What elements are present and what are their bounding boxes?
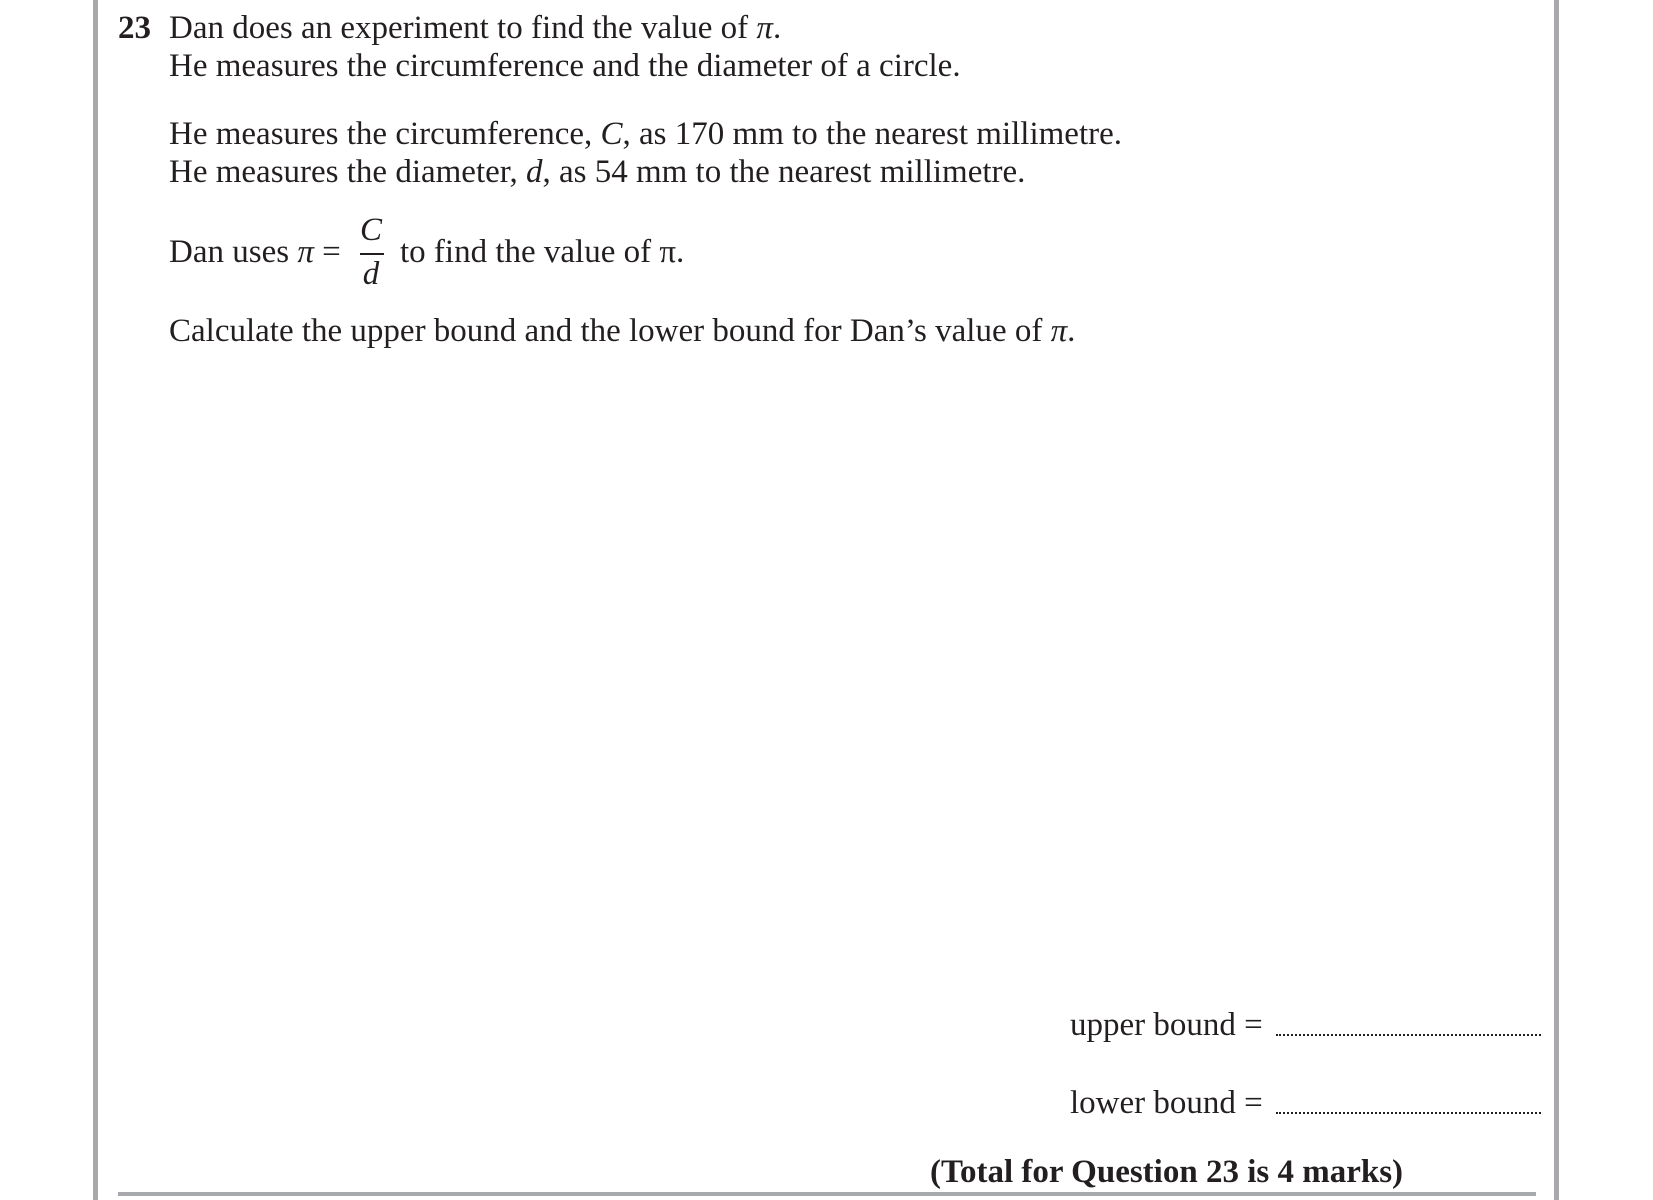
pi-symbol: π — [756, 10, 773, 46]
instruction-period: . — [1067, 313, 1076, 349]
diameter-text-before: He measures the diameter, — [169, 154, 526, 190]
bottom-rule — [118, 1192, 1536, 1196]
circumference-variable: C — [600, 116, 623, 152]
intro-line-2: He measures the circumference and the diameter of a circle. — [169, 48, 961, 84]
diameter-text-after: , as 54 mm to the nearest millimetre. — [542, 154, 1026, 190]
circumference-text-after: , as 170 mm to the nearest millimetre. — [622, 116, 1122, 152]
diameter-variable: d — [525, 154, 543, 190]
total-marks: (Total for Question 23 is 4 marks) — [930, 1154, 1404, 1190]
fraction-denominator: d — [362, 256, 380, 292]
question-number: 23 — [118, 10, 151, 46]
left-margin-border — [93, 0, 98, 1200]
upper-bound-label: upper bound = — [1070, 1007, 1263, 1043]
lower-bound-answer-line[interactable] — [1276, 1112, 1541, 1114]
formula-text-after: to find the value of π. — [400, 234, 685, 270]
instruction-pi-symbol: π — [1050, 313, 1068, 349]
formula-equals: = — [313, 234, 341, 270]
intro-line-1 — [169, 8, 781, 48]
formula-pi-symbol: π — [297, 234, 314, 270]
lower-bound-label: lower bound = — [1070, 1085, 1263, 1121]
right-margin-border — [1554, 0, 1559, 1200]
upper-bound-answer-line[interactable] — [1276, 1034, 1541, 1036]
intro-text-1: Dan does an experiment to find the value of — [169, 10, 757, 46]
period: . — [772, 10, 782, 46]
formula-line — [169, 232, 341, 272]
circumference-text-before: He measures the circumference, — [169, 116, 601, 152]
instruction-text: Calculate the upper bound and the lower bound for Dan’s value of — [169, 313, 1051, 349]
formula-text-before: Dan uses — [169, 234, 298, 270]
circumference-line — [169, 114, 1122, 154]
diameter-line — [169, 152, 1025, 192]
fraction-numerator: C — [359, 212, 382, 248]
instruction-line — [169, 311, 1075, 351]
